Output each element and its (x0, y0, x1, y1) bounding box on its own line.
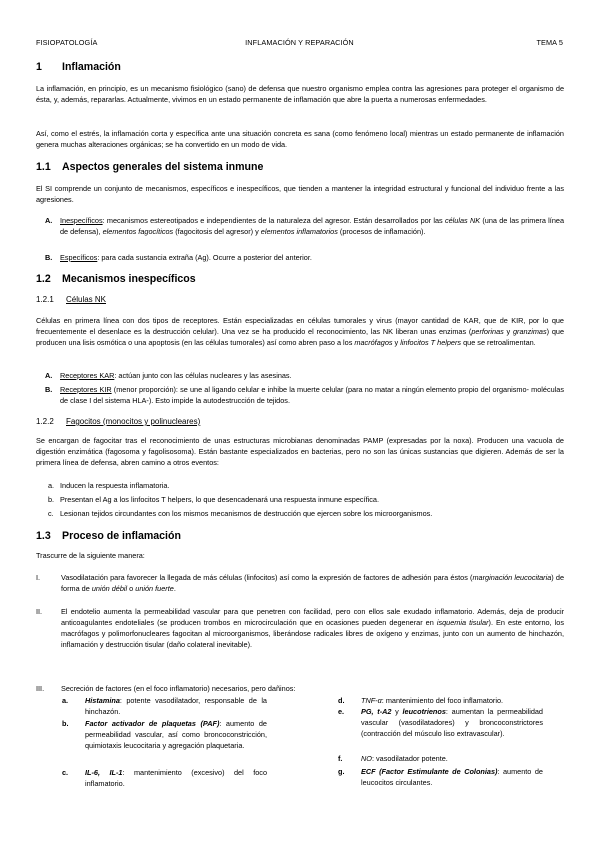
text: (menor proporción): se une al ligando celular e inhibe la muerte celular (para no matar a ningún elemento propio del organismo- moléculas de clase I del sistema HLA-). Esto impide la autodestrucción de tejidos. (60, 385, 564, 405)
list-marker: B. (45, 253, 53, 262)
subsection-title: Fagocitos (monocitos y polinucleares) (66, 417, 201, 426)
italic-term: unión débil (91, 584, 128, 593)
term: Específicos (60, 253, 98, 262)
text: : aumento de leucocitos circulantes. (361, 767, 543, 787)
italic-term: marginación leucocitaria (472, 573, 552, 582)
text: Lesionan tejidos circundantes con los mismos mecanismos de destrucción que ejercen sobre los microorganismos. (60, 509, 433, 518)
subsection-heading (36, 294, 564, 306)
text: : potente vasodilatador, responsable de la hinchazón. (85, 696, 267, 716)
text: (una de las primera línea de defensa), (60, 216, 564, 236)
list-item (36, 384, 564, 406)
paragraph: El SI comprende un conjunto de mecanismos, específicos e inespecíficos, que tienden a mantener la integridad estructural y funcional del individuo frente a las agresiones. (36, 184, 564, 204)
list-item (36, 494, 564, 505)
italic-term: isquemia tisular (436, 618, 489, 627)
term: Inespecíficos (60, 216, 103, 225)
list-item (36, 215, 564, 237)
text: : para cada sustancia extraña (Ag). Ocurre a posterior del anterior. (97, 253, 312, 262)
subsection-title: Células NK (66, 295, 107, 304)
text: (procesos de inflamación). (337, 227, 426, 236)
factor-item (62, 695, 267, 717)
section-number: 1.3 (36, 530, 51, 542)
text: o (127, 584, 136, 593)
text: El endotelio aumenta la permeabilidad vascular para que penetren con facilidad, pero con ellos sale exudado inflamatorio. Además, deja de producir anticoagulantes endoteliales (se producen trombos en microcirculación que en ocasiones pueden degenerar en (61, 607, 564, 627)
italic-term: leucotrienos (402, 707, 446, 716)
text: ). En este entorno, los macrófagos y polimorfonucleares fagocitan al microorganismos, liberándose radicales libres de oxígeno y enzimas, junto con un aumento de hinchazón, inflamación y destrucción tisular (daño colateral inevitable). (61, 618, 564, 649)
list-item (36, 683, 564, 694)
text: : aumentan la permeabilidad vascular (vasodilatadores) y broncoconstrictores (contracción del músculo liso extravascular). (361, 707, 543, 738)
list-marker: f. (338, 754, 343, 763)
subsection-heading (36, 416, 564, 428)
italic-term: células NK (444, 216, 481, 225)
text: : aumento de permeabilidad vascular, así como broncoconstricción, quimiotaxis leucocitaria y agregación plaquetaria. (85, 719, 267, 750)
text: Células en primera línea con dos tipos de receptores. Están especializadas en células tumorales y virus (mayor cantidad de KAR, que de KIR, por lo que frecuentemente el desenlace es la destrucción celular). Una vez se ha producido el reconocimiento, las NK liberan unas enzimas ( (36, 316, 564, 336)
list-marker: B. (45, 385, 53, 394)
list-marker: d. (338, 696, 345, 705)
italic-term: elementos fagocíticos (102, 227, 174, 236)
list-marker: III. (36, 684, 45, 693)
paragraph: Así, como el estrés, la inflamación corta y específica ante una situación concreta es sana (como fenómeno local) mientras un estado permanente de inflamación genera muchas alteraciones orgánicas; se ha convertido en un modo de vida. (36, 129, 564, 149)
header-topic: INFLAMACIÓN Y REPARACIÓN (245, 38, 354, 47)
factor-item (338, 766, 543, 788)
list-item (36, 370, 564, 381)
list-item (36, 606, 564, 650)
list-item (36, 252, 564, 263)
text: ) de forma de (61, 573, 564, 593)
section-1-heading (36, 60, 564, 74)
paragraph: La inflamación, en principio, es un mecanismo fisiológico (sano) de defensa que nuestro organismo emplea contra las agresiones para proteger el organismo de ésta, y, además, repararlas. Actualmente, vivimos en un estado permanente de inflamación que abre la puerta a numerosas enfermedades. (36, 84, 564, 104)
italic-term: perforinas (471, 327, 504, 336)
text: y (391, 707, 403, 716)
text: : mecanismos estereotipados e independientes de la naturaleza del agresor. Están desarrollados por las (102, 216, 445, 225)
text: ) que producen una lisis osmótica o una apoptosis (en las células tumorales) así como abren paso a los (36, 327, 565, 347)
text: : mantenimiento (excesivo) del foco inflamatorio. (85, 768, 268, 788)
section-1-3-heading (36, 529, 564, 543)
section-number: 1.2 (36, 273, 51, 285)
factor-item (338, 695, 543, 706)
list-marker: e. (338, 707, 345, 716)
text: y (503, 327, 513, 336)
section-title: Proceso de inflamación (62, 530, 181, 542)
text: Presentan el Ag a los linfocitos T helpers, lo que desencadenará una respuesta inmune específica. (60, 495, 379, 504)
paragraph (36, 315, 564, 348)
section-title: Mecanismos inespecíficos (62, 273, 196, 285)
text: : mantenimiento del foco inflamatorio. (381, 696, 504, 705)
text: (fagocitosis del agresor) y (173, 227, 261, 236)
section-title: Aspectos generales del sistema inmune (62, 161, 264, 173)
italic-term: macrófagos (354, 338, 393, 347)
paragraph: Trascurre de la siguiente manera: (36, 551, 145, 560)
italic-term: NO (361, 754, 372, 763)
list-marker: A. (45, 371, 53, 380)
list-marker: I. (36, 573, 41, 582)
list-marker: a. (62, 696, 69, 705)
list-marker: II. (36, 607, 43, 616)
factor-item (338, 753, 543, 764)
text: Vasodilatación para favorecer la llegada de más células (linfocitos) así como la expresión de factores de adhesión para éstos ( (61, 573, 473, 582)
list-marker: g. (338, 767, 345, 776)
text: Inducen la respuesta inflamatoria. (60, 481, 170, 490)
factor-item (338, 706, 543, 739)
factor-item (62, 718, 267, 751)
italic-term: PG, t-A2 (361, 707, 392, 716)
list-marker: c. (62, 768, 69, 777)
section-number: 1.1 (36, 161, 51, 173)
list-item (36, 508, 564, 519)
paragraph: Se encargan de fagocitar tras el reconocimiento de unas estructuras microbianas denominadas PAMP (expresadas por la noxa). Producen una vacuola de digestión enzimática (fagosoma y fagolisosoma). Están bastante especializados en bacterias, pero no son las únicas sustancias que digieren. Además de ser la primera línea de defensa, abren camino a otros eventos: (36, 436, 564, 467)
list-marker: A. (45, 216, 53, 225)
text: . (173, 584, 176, 593)
list-item (36, 572, 564, 594)
section-1-1-heading (36, 160, 564, 174)
header-tema: TEMA 5 (536, 38, 563, 47)
subsection-number: 1.2.2 (36, 417, 54, 426)
italic-term: TNF-α (361, 696, 382, 705)
section-1-2-heading (36, 272, 564, 286)
term: Receptores KAR (60, 371, 115, 380)
italic-term: IL-6, IL-1 (85, 768, 123, 777)
list-marker: a. (48, 481, 55, 490)
italic-term: linfocitos T helpers (400, 338, 462, 347)
list-item (36, 480, 564, 491)
list-marker: c. (48, 509, 54, 518)
italic-term: Factor activador de plaquetas (PAF) (85, 719, 220, 728)
text: : actúan junto con las células nucleares y las asesinas. (114, 371, 292, 380)
term: Receptores KIR (60, 385, 112, 394)
text: Secreción de factores (en el foco inflamatorio) necesarios, pero dañinos: (61, 684, 296, 693)
list-marker: b. (48, 495, 55, 504)
text: que se retroalimentan. (461, 338, 536, 347)
section-title: Inflamación (62, 61, 121, 73)
italic-term: elementos inflamatorios (260, 227, 338, 236)
text: y (392, 338, 401, 347)
header-subject: FISIOPATOLOGÍA (36, 38, 98, 47)
italic-term: Histamina (85, 696, 120, 705)
italic-term: granzimas (512, 327, 547, 336)
subsection-number: 1.2.1 (36, 295, 54, 304)
italic-term: unión fuerte (135, 584, 174, 593)
factor-item (62, 767, 267, 789)
section-number: 1 (36, 61, 42, 73)
list-marker: b. (62, 719, 69, 728)
text: : vasodilatador potente. (371, 754, 448, 763)
italic-term: ECF (Factor Estimulante de Colonias) (361, 767, 498, 776)
